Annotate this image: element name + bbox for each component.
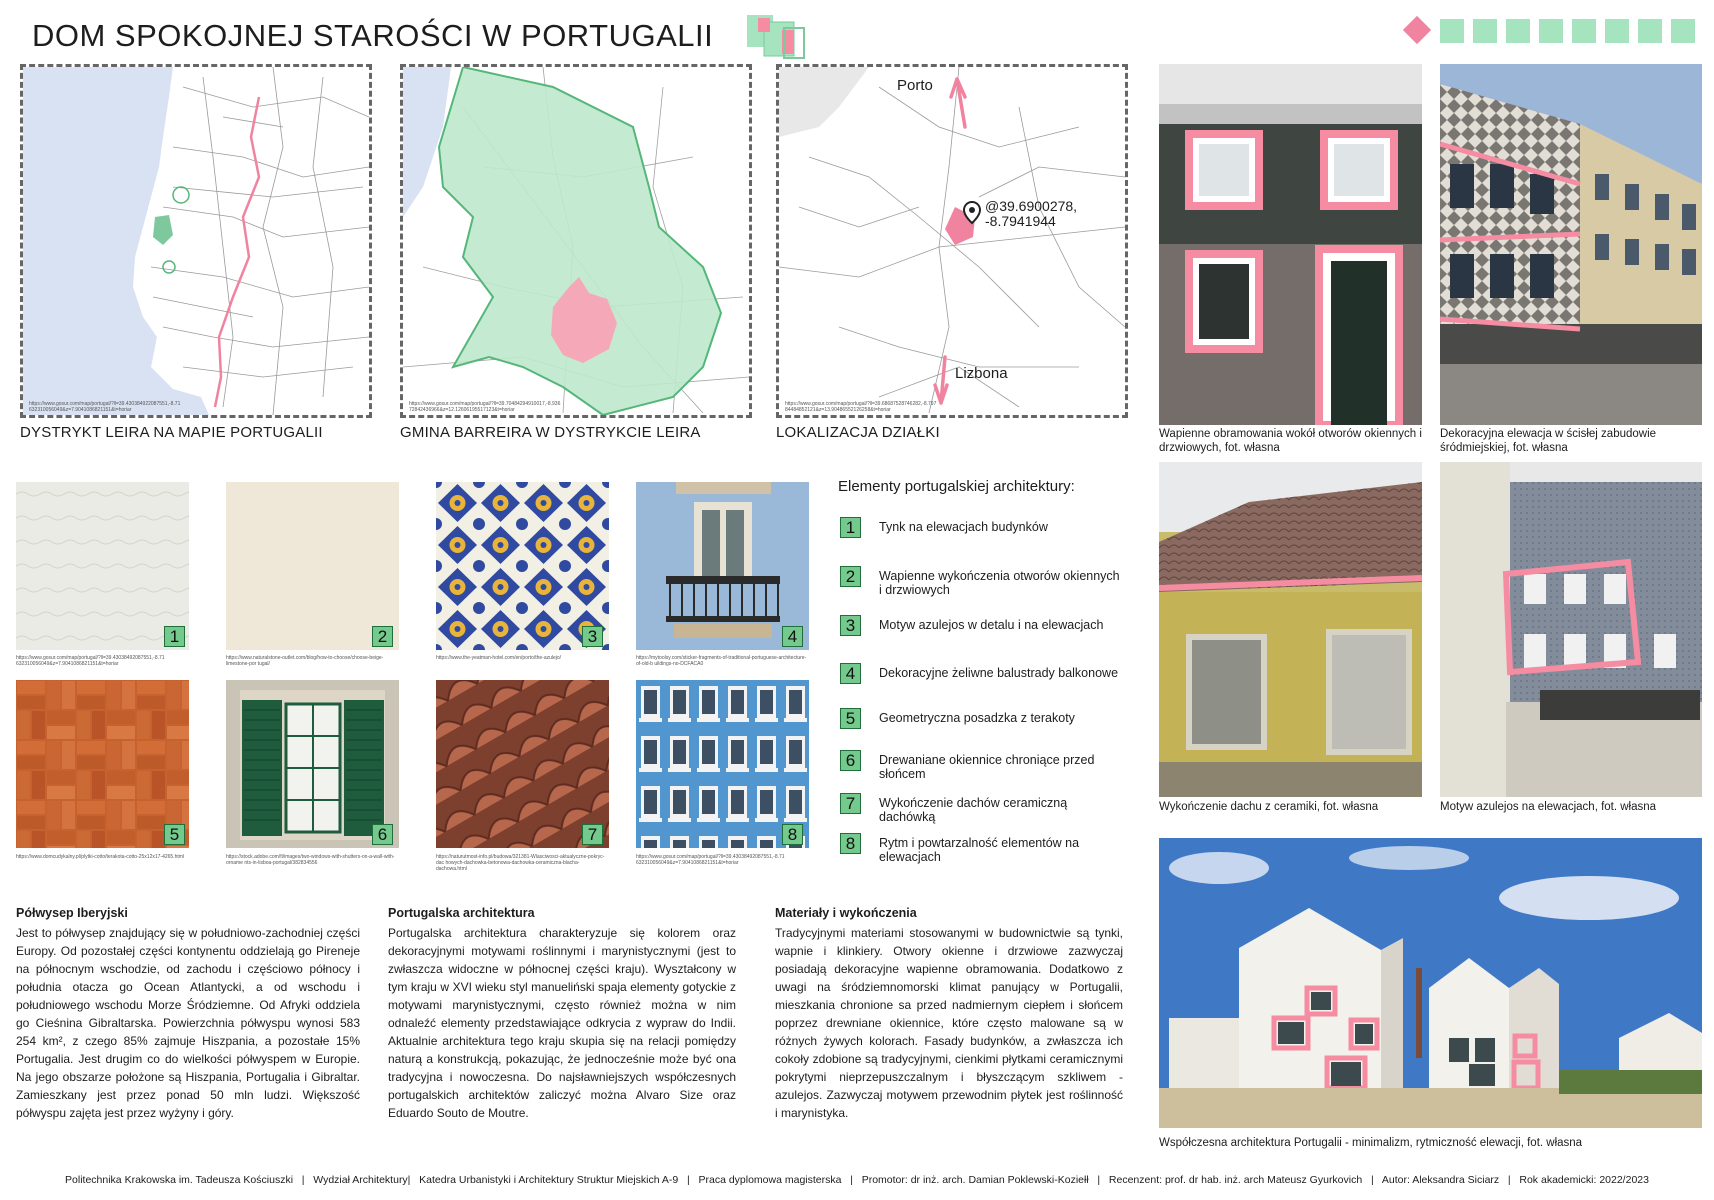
current-page-marker [1402,15,1434,47]
progress-square [1440,19,1464,43]
section-heading: Półwysep Iberyjski [16,906,128,920]
photo-caption: Dekoracyjna elewacja w ścisłej zabudowie śródmiejskiej, fot. własna [1440,428,1657,454]
material-number: 4 [782,626,803,647]
photo-limestone-frames [1159,64,1422,425]
photo-caption: Współczesna architektura Portugalii - minimalizm, rytmiczność elewacji, fot. własna [1159,1137,1583,1149]
material-source-url: https://stock.adobe.com/fi/images/two-windows-with-shutters-on-a-wall-with-orname nts-in-lisboa-portugal/382834556 [226,854,395,866]
material-number: 1 [164,626,185,647]
page-title: DOM SPOKOJNEJ STAROŚCI W PORTUGALII [32,18,714,53]
progress-square [1473,19,1497,43]
material-source-url: https://www.gosur.com/map/portugal/?ll=39.43038492087551,-8.71 632310056049&z=7.9041086821151&t=horiar [636,854,785,866]
material-tile-roof [436,680,609,848]
material-number: 6 [372,824,393,845]
material-tile-terracotta [16,680,189,848]
footer-credits: Politechnika Krakowska im. Tadeusza Kościuszki | Wydział Architektury| Katedra Urbanistyki i Architektury Struktur Miejskich A-9 | Praca dyplomowa magisterska | Promotor: dr inż. arch. Damian Poklewski-Koziełł | Recenzent: prof. dr hab. inż. arch Mateusz Gyurkovich | Autor: Aleksandra Siciarz | Rok akademicki: 2022/2023 [65,1174,1649,1186]
material-number: 8 [782,824,803,845]
material-tile-facade-rhythm [636,680,809,848]
material-source-url: https://www.domcudykalny.pl/plytki-cotto/terakota-cotto-25x12x17-4265.html [16,854,185,860]
section-portuguese-architecture [388,906,736,1122]
map-caption: GMINA BARREIRA W DYSTRYKCIE LEIRA [400,424,701,441]
element-item [840,708,1124,729]
material-number: 2 [372,626,393,647]
element-number: 6 [840,750,861,771]
elements-heading: Elementy portugalskiej architektury: [838,478,1075,495]
element-number: 2 [840,566,861,587]
element-item [840,750,1124,781]
section-body: Tradycyjnymi materiami stosowanymi w budownictwie są tynki, wapnie i klinkiery. Otwory okienne i drzwiowe zazwyczaj posiadają dekoracyjne wapienne obramowania. Dodatkowo z uwagi na śródziemnomorski klimat panujący w Portugalii, mieszkania chronione sa przed nadmiernym ciepłem i słońcem poprzez drewniane okiennice, które często malowane są w różnych żywych kolorach. Fasady budynków, a zwłaszcza ich cokoły zdobione są tradycyjnymi, cienkimi płytkami ceramicznymi pokrytymi nieprzepuszczalnym i błyszczącym szkliwem - azulejos. Zazwyczaj motywem przewodnim płytek jest roślinność i marynistyka. [775,926,1123,1120]
progress-square [1506,19,1530,43]
map-barreira-graphic [403,67,749,415]
element-text: Drewaniane okiennice chroniące przed słońcem [879,753,1095,781]
element-text: Tynk na elewacjach budynków [879,520,1048,534]
photo-modern-architecture [1159,838,1702,1128]
material-tile-limestone [226,482,399,650]
map-label-north: Porto [897,77,933,94]
photo-ceramic-roof [1159,462,1422,797]
material-tile-azulejos [436,482,609,650]
material-source-url: https://mytoolsy.com/sticker-fragments-of-traditional-portuguese-architecture-of-old-b uildings-no-DCFACA0 [636,655,807,667]
progress-square [1671,19,1695,43]
section-materials-finishes [775,906,1123,1122]
element-item [840,793,1124,824]
element-text: Wykończenie dachów ceramiczną dachówką [879,796,1068,824]
element-item [840,663,1124,684]
element-text: Dekoracyjne żeliwne balustrady balkonowe [879,666,1119,680]
photo-caption: Motyw azulejos na elewacjach, fot. własna [1440,801,1657,813]
map-source-url: https://www.gosur.com/map/portugal/?ll=39.68687528746282,-8.797 84484852121&z=13.90486552126258&t=horiar [785,401,937,413]
map-coordinates: @39.6900278, -8.7941944 [985,198,1078,229]
element-text: Motyw azulejos w detalu i na elewacjach [879,618,1104,632]
map-plot-graphic [779,67,1125,415]
element-text: Wapienne wykończenia otworów okiennych i drzwiowych [879,569,1120,597]
section-heading: Portugalska architektura [388,906,535,920]
element-text: Rytm i powtarzalność elementów na elewacjach [879,836,1080,864]
photo-azulejos-facade [1440,462,1702,797]
element-number: 5 [840,708,861,729]
photo-caption: Wapienne obramowania wokół otworów okiennych i drzwiowych, fot. własna [1159,428,1422,454]
element-text: Geometryczna posadzka z terakoty [879,711,1075,725]
element-item [840,833,1124,864]
element-item [840,615,1124,636]
progress-square [1605,19,1629,43]
material-tile-shutters [226,680,399,848]
logo-graphic [744,12,814,60]
progress-square [1638,19,1662,43]
map-portugal [20,64,372,418]
material-tile-balcony [636,482,809,650]
section-body: Portugalska architektura charakteryzuje się kolorem oraz dekoracyjnymi motywami roślinnymi i marynistycznymi (jest to zwłaszcza widoczne w północnej części kraju). Wyształcony w tym kraju w XVI wieku styl manueliński spaja elementy gotyckie z motywami marynistycznymi, często również można w nim odnaleźć elementy przedstawiające odkrycia z wypraw do Indii. Aktualnie architektura tego kraju skupia się na relacji pomiędzy naturą a konstrukcją, pokazując, że jednocześnie może być ona tradycyjna i nowoczesna. Do najsławniejszych współczesnych portugalskich architektów zaliczyć można Alvaro Size oraz Eduardo Souto de Moutre. [388,926,736,1120]
material-number: 7 [582,824,603,845]
element-number: 1 [840,517,861,538]
map-plot-location [776,64,1128,418]
material-number: 3 [582,626,603,647]
section-heading: Materiały i wykończenia [775,906,917,920]
material-source-url: https://www.naturalstone-outlet.com/blog/how-to-choose/choose-beige-limestone-por tugal/ [226,655,384,667]
photo-caption: Wykończenie dachu z ceramiki, fot. własna [1159,801,1379,813]
element-item [840,566,1124,597]
material-tile-plaster [16,482,189,650]
progress-square [1539,19,1563,43]
material-number: 5 [164,824,185,845]
element-number: 3 [840,615,861,636]
progress-square [1572,19,1596,43]
map-source-url: https://www.gosur.com/map/portugal/?ll=39.430384922087551,-8.71 632310056049&z=7.9041086821151&t=horiar [29,401,181,413]
material-source-url: https://www.the-yeatman-hotel.com/en/porto/the-azulejo/ [436,655,562,661]
section-iberian-peninsula [16,906,360,1122]
element-number: 8 [840,833,861,854]
section-body: Jest to półwysep znajdujący się w południowo-zachodniej części Europy. Od pozostałej części kontynentu oddzielają go Pireneje na północnym wschodzie, od zachodu i częściowo północy i południa otacza go Ocean Atlantycki, a od wschodu i południowego wschodu Morze Śródziemne. Od Afryki oddziela go Cieśnina Gibraltarska. Powierzchnia półwyspu wynosi 583 254 km², z czego 85% zajmuje Hiszpania, a pozostałe 15% Portugalia. Jest drugim co do wielkości półwyspem w Europie. Na jego obszarze położone są Hiszpania, Portugalia i Gibraltar. Zamieszkany jest przez ponad 50 mln ludzi. Większość półwyspu zajęta jest przez wyżyny i góry. [16,926,360,1120]
map-source-url: https://www.gosur.com/map/portugal/?ll=39.70484294910017,-8.936 72842436966&z=12.12606195517123&t=horiar [409,401,561,413]
map-caption: LOKALIZACJA DZIAŁKI [776,424,940,441]
material-source-url: https://www.gosur.com/map/portugal/?ll=39.43038492087551,-8.71 632310056049&z=7.9041086821151&t=horiar [16,655,165,667]
photo-decorative-facade [1440,64,1702,425]
location-pin-icon [963,201,981,225]
map-label-south: Lizbona [955,365,1008,382]
element-number: 7 [840,793,861,814]
map-barreira [400,64,752,418]
map-portugal-graphic [23,67,369,415]
element-number: 4 [840,663,861,684]
material-source-url: https://naturutmost-info.pl/budowa/321381-Wlasciwosci-aktualyczne-pokryc-dac howych-dachowka-betonowa-dachowka-ceramiczna-blacha-dachowa.html [436,854,605,872]
element-item [840,517,1124,538]
map-caption: DYSTRYKT LEIRA NA MAPIE PORTUGALII [20,424,323,441]
